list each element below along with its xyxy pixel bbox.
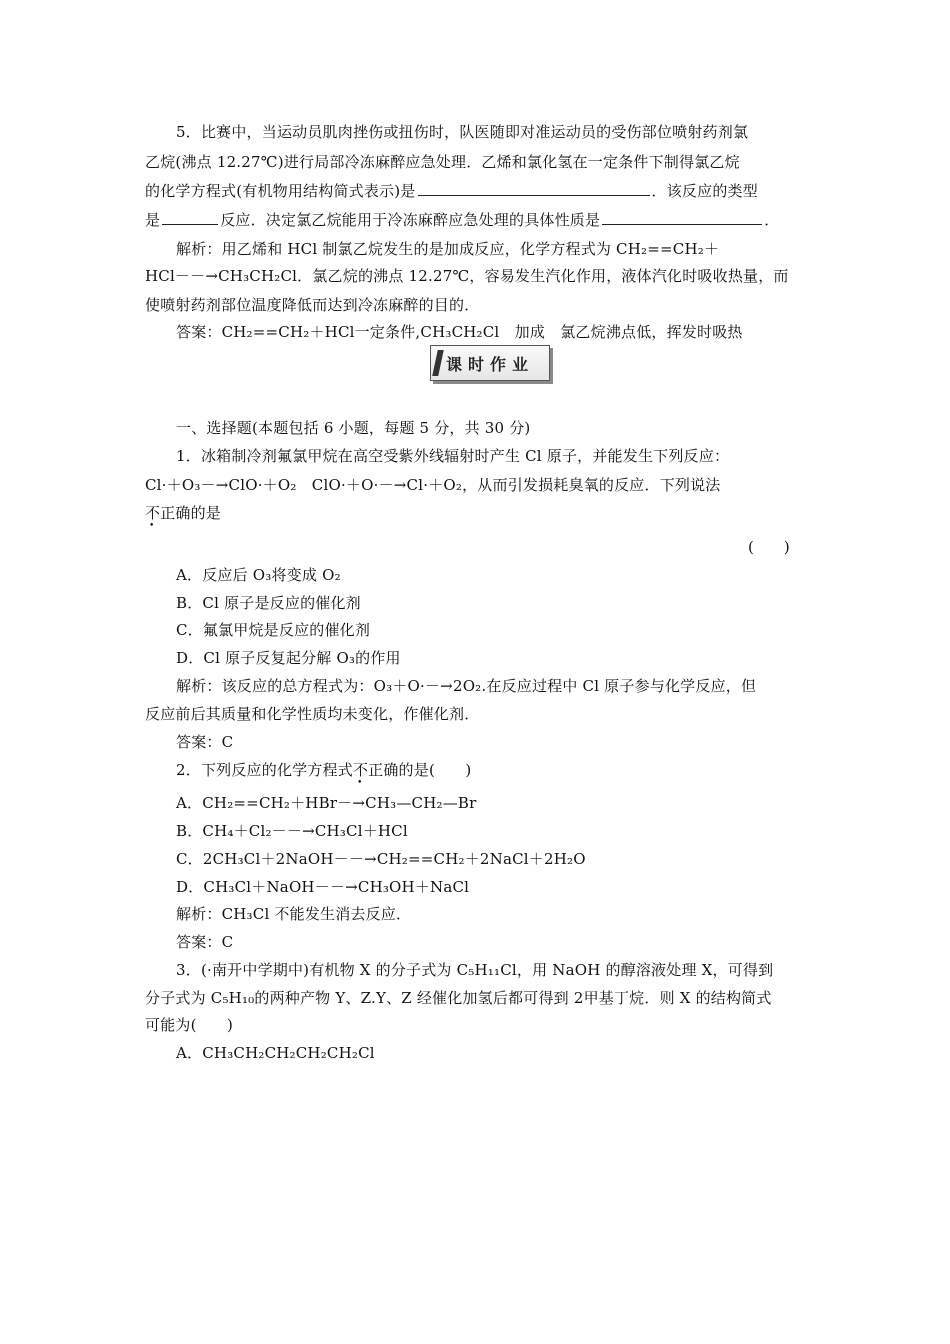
- q5-line-3-text: 的化学方程式(有机物用结构简式表示)是: [145, 182, 416, 200]
- q5-line-4-start: 是: [145, 211, 161, 229]
- q1-line-1: 1．冰箱制冷剂氟氯甲烷在高空受紫外线辐射时产生 Cl 原子，并能发生下列反应：: [176, 447, 730, 465]
- q1-option-c: C．氟氯甲烷是反应的催化剂: [176, 621, 371, 639]
- q1-line-2: Cl·＋O₃－→ClO·＋O₂ ClO·＋O·－→Cl·＋O₂，从而引发损耗臭氧的反应．下列说法: [145, 476, 721, 494]
- q1-answer: 答案：C: [176, 733, 234, 751]
- q2-option-b: B．CH₄＋Cl₂－－→CH₃Cl＋HCl: [176, 822, 408, 840]
- q1-explanation-1: 解析：该反应的总方程式为：O₃＋O·－→2O₂.在反应过程中 Cl 原子参与化学反应，但: [176, 677, 757, 695]
- answer-blank: [418, 181, 650, 196]
- q5-line-2: 乙烷(沸点 12.27℃)进行局部冷冻麻醉应急处理．乙烯和氯化氢在一定条件下制得氯乙烷: [145, 153, 740, 171]
- answer-blank: [162, 210, 218, 225]
- q5-explanation-1: 解析：用乙烯和 HCl 制氯乙烷发生的是加成反应，化学方程式为 CH₂==CH₂＋: [176, 240, 720, 258]
- q5-explanation-2: HCl－－→CH₃CH₂Cl．氯乙烷的沸点 12.27℃，容易发生汽化作用，液体汽化时吸收热量，而: [145, 267, 789, 285]
- q5-line-3: [145, 181, 815, 201]
- q1-answer-paren: ( ): [748, 538, 790, 556]
- q2-answer: 答案：C: [176, 933, 234, 951]
- q2-explanation: 解析：CH₃Cl 不能发生消去反应．: [176, 905, 412, 923]
- q1-line-3: [145, 503, 815, 523]
- q3-line-3: 可能为( ): [145, 1016, 234, 1034]
- q5-line-4: [145, 210, 815, 230]
- q2-stem-text: 2．下列反应的化学方程式: [176, 761, 353, 779]
- q3-line-1: 3．(·南开中学期中)有机物 X 的分子式为 C₅H₁₁Cl，用 NaOH 的醇溶液处理 X，可得到: [176, 961, 774, 979]
- q1-option-a: A．反应后 O₃将变成 O₂: [176, 566, 341, 584]
- q1-line-3-text: 正确的是: [160, 504, 222, 522]
- q5-line-4-end: ．: [764, 211, 780, 229]
- q5-line-3-end: ．该反应的类型: [651, 182, 758, 200]
- q3-line-2: 分子式为 C₅H₁₀的两种产物 Y、Z.Y、Z 经催化加氢后都可得到 2甲基丁烷．则 X 的结构简式: [145, 989, 772, 1007]
- q5-line-4-text: 反应．决定氯乙烷能用于冷冻麻醉应急处理的具体性质是: [220, 211, 601, 229]
- q2-option-a: A．CH₂==CH₂＋HBr－→CH₃—CH₂—Br: [176, 794, 477, 812]
- section-banner: [430, 345, 550, 381]
- q5-explanation-3: 使喷射药剂部位温度降低而达到冷冻麻醉的目的．: [145, 296, 480, 314]
- q2-stem-end: 正确的是( ): [368, 761, 472, 779]
- emphasis-not: 不: [352, 761, 369, 779]
- q1-explanation-2: 反应前后其质量和化学性质均未变化，作催化剂．: [145, 705, 480, 723]
- q3-option-a: A．CH₃CH₂CH₂CH₂CH₂Cl: [176, 1044, 375, 1062]
- q2-option-d: D．CH₃Cl＋NaOH－－→CH₃OH＋NaCl: [176, 878, 470, 896]
- answer-blank: [602, 210, 762, 225]
- q5-answer: 答案：CH₂==CH₂＋HCl一定条件,CH₃CH₂Cl 加成 氯乙烷沸点低，挥发时吸热: [176, 323, 743, 341]
- q5-line-1: 5．比赛中，当运动员肌肉挫伤或扭伤时，队医随即对准运动员的受伤部位喷射药剂氯: [176, 123, 749, 141]
- banner-label: 课时作业: [445, 355, 534, 374]
- q2-option-c: C．2CH₃Cl＋2NaOH－－→CH₂==CH₂＋2NaCl＋2H₂O: [176, 850, 586, 868]
- q2-stem: [176, 760, 846, 780]
- q1-option-b: B．Cl 原子是反应的催化剂: [176, 594, 361, 612]
- emphasis-not: 不: [145, 504, 161, 522]
- q1-option-d: D．Cl 原子反复起分解 O₃的作用: [176, 649, 401, 667]
- section-heading: 一、选择题(本题包括 6 小题，每题 5 分，共 30 分): [176, 419, 531, 437]
